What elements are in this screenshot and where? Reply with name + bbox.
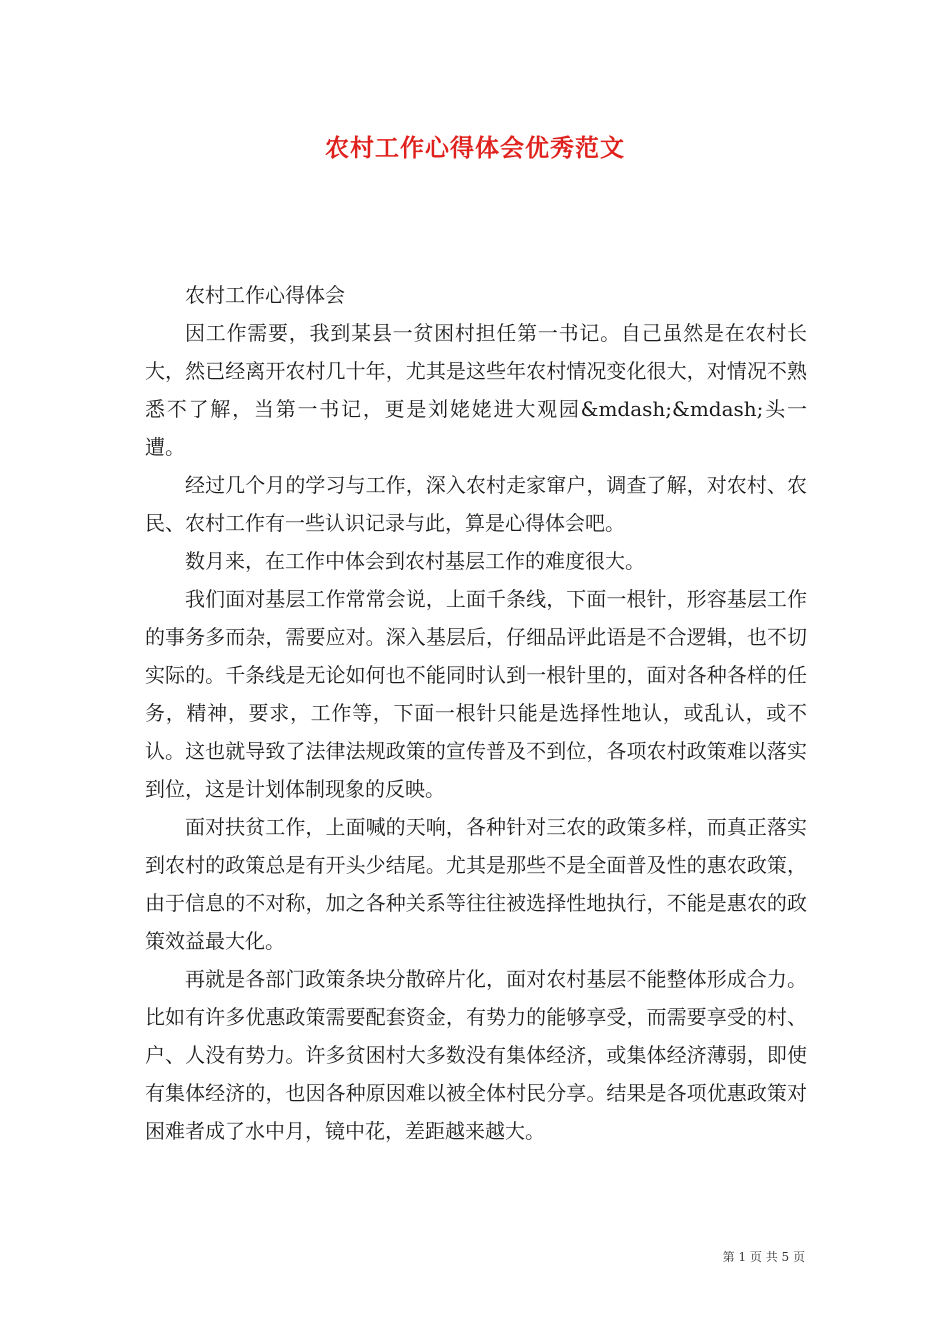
paragraph: 因工作需要，我到某县一贫困村担任第一书记。自己虽然是在农村长大，然已经离开农村几十年，尤其是这些年农村情况变化很大，对情况不熟悉不了解，当第一书记，更是刘姥姥进大观园&mdash;&mdash;头一遭。	[145, 321, 807, 459]
paragraph: 经过几个月的学习与工作，深入农村走家窜户，调查了解，对农村、农民、农村工作有一些认识记录与此，算是心得体会吧。	[145, 473, 807, 535]
page-number-footer: 第 1 页 共 5 页	[722, 1250, 805, 1264]
paragraph: 数月来，在工作中体会到农村基层工作的难度很大。	[185, 549, 645, 573]
paragraph: 面对扶贫工作，上面喊的天响，各种针对三农的政策多样，而真正落实到农村的政策总是有开头少结尾。尤其是那些不是全面普及性的惠农政策，由于信息的不对称，加之各种关系等往往被选择性地执行，不能是惠农的政策效益最大化。	[145, 815, 807, 953]
paragraph-subtitle: 农村工作心得体会	[185, 283, 345, 307]
paragraph: 我们面对基层工作常常会说，上面千条线，下面一根针，形容基层工作的事务多而杂，需要应对。深入基层后，仔细品评此语是不合逻辑，也不切实际的。千条线是无论如何也不能同时认到一根针里的，面对各种各样的任务，精神，要求，工作等，下面一根针只能是选择性地认，或乱认，或不认。这也就导致了法律法规政策的宣传普及不到位，各项农村政策难以落实到位，这是计划体制现象的反映。	[145, 587, 807, 801]
document-body	[145, 276, 807, 1150]
document-title: 农村工作心得体会优秀范文	[325, 133, 625, 162]
paragraph: 再就是各部门政策条块分散碎片化，面对农村基层不能整体形成合力。比如有许多优惠政策需要配套资金，有势力的能够享受，而需要享受的村、户、人没有势力。许多贫困村大多数没有集体经济，或集体经济薄弱，即使有集体经济的，也因各种原因难以被全体村民分享。结果是各项优惠政策对困难者成了水中月，镜中花，差距越来越大。	[145, 967, 807, 1143]
